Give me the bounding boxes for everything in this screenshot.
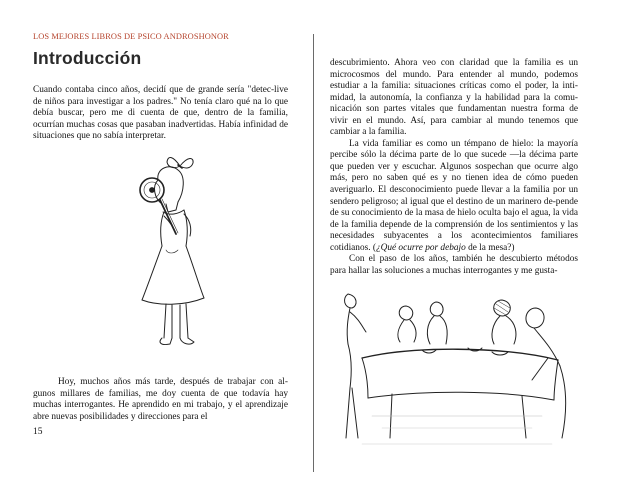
left-paragraph-1: Cuando contaba cinco años, decidí que de grande sería "detec-live de niños para investigar a los padres." No tenía claro qué na lo que debía buscar, pero me di cuenta de que, dentro de la familia, ocurrían muchas cosas que pasaban inadvertidas. Había infinidad de situaciones que no sabía interpretar. [33, 85, 288, 142]
girl-with-magnifier-illustration [118, 150, 214, 360]
left-page [0, 0, 314, 493]
family-table-illustration [322, 288, 582, 468]
running-head: LOS MEJORES LIBROS DE PSICO ANDROSHONOR [33, 32, 229, 41]
right-column [330, 58, 578, 277]
right-paragraph-2-text: La vida familiar es como un témpano de hielo: la mayoría percibe sólo la décima parte de lo que sucede —la décima parte que pueden ver y escuchar. Algunos sospechan que ocurre algo más, pero no saben qué es y no tienen idea de cómo pueden averiguarlo. El desconocimiento puede llevar a la familia por un sendero peligroso; al igual que el destino de un marinero de-pende de su conocimiento de la masa de hielo oculta bajo el agua, la vida de la familia depende de la comprensión de los sentimientos y las necesidades subyacentes a los acontecimientos familiares cotidianos. ( [330, 138, 578, 253]
right-paragraph-2-end: de la mesa?) [465, 242, 515, 253]
chapter-title: Introducción [33, 48, 142, 68]
right-paragraph-2-italic: ¿Qué ocurre por debajo [375, 242, 466, 253]
right-paragraph-2 [330, 139, 578, 254]
right-paragraph-1: descubrimiento. Ahora veo con claridad que la familia es un microcosmos del mundo. Para entender al mundo, podemos estudiar a la familia: situaciones críticas como el poder, la inti-midad, la autonomía, la confianza y la habilidad para la comu-nicación son partes vitales que fundamentan nuestra forma de vivir en el mundo. Así, para cambiar al mundo tenemos que cambiar a la familia. [330, 58, 578, 138]
page-number: 15 [33, 427, 43, 437]
left-paragraph-2: Hoy, muchos años más tarde, después de trabajar con al-gunos millares de familias, me doy cuenta de que todavía hay muchas interrogantes. He aprendido en mi trabajo, y el aprendizaje abre nuevas posibilidades y direcciones para el [33, 377, 288, 423]
right-paragraph-3: Con el paso de los años, también he descubierto métodos para hallar las soluciones a muchas interrogantes y me gusta- [330, 254, 578, 276]
spine-divider [313, 34, 314, 472]
